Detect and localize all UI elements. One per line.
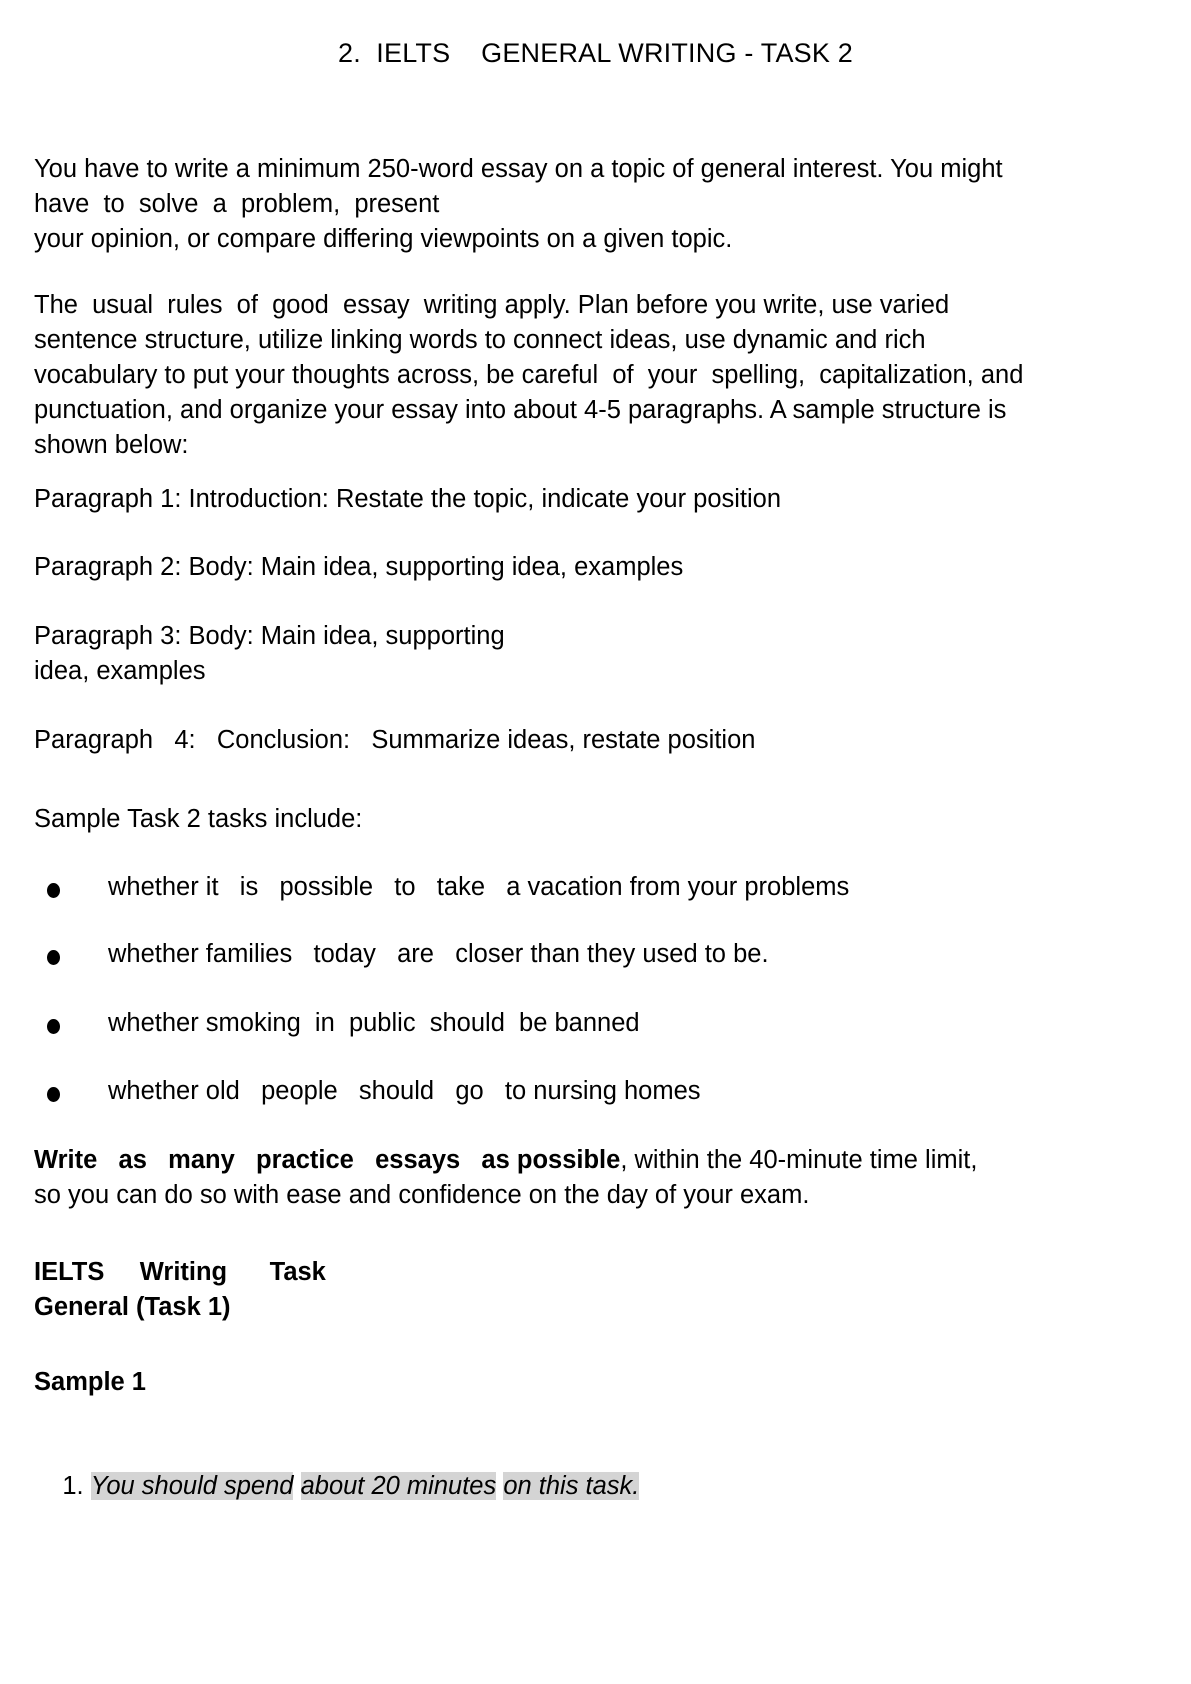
sample-tasks-heading xyxy=(34,802,1079,837)
bullet-icon xyxy=(47,883,60,898)
structure-paragraph-2 xyxy=(34,550,1079,585)
structure-paragraph-1 xyxy=(34,482,1079,517)
section-heading-line-2: General (Task 1) xyxy=(34,1293,231,1321)
rules-line-1: The usual rules of good essay writing apply. Plan before you write, use varied xyxy=(34,291,950,319)
structure-line-3a: Paragraph 3: Body: Main idea, supporting xyxy=(34,622,505,650)
task-item-segment-1: You should spend xyxy=(90,1472,294,1500)
rules-line-2: sentence structure, utilize linking words to connect ideas, use dynamic and rich xyxy=(34,326,926,354)
structure-line-3b: idea, examples xyxy=(34,657,206,685)
section-heading-line-1: IELTS Writing Task xyxy=(34,1258,326,1286)
list-item xyxy=(34,1074,1134,1108)
bullet-icon xyxy=(47,1019,60,1034)
rules-line-5: shown below: xyxy=(34,431,189,459)
rules-line-3: vocabulary to put your thoughts across, be careful of your spelling, capitalization, and xyxy=(34,361,1024,389)
structure-paragraph-3 xyxy=(34,619,1079,689)
list-item xyxy=(34,870,1134,904)
structure-line-4: Paragraph 4: Conclusion: Summarize ideas, restate position xyxy=(34,726,756,754)
list-item-label: whether it is possible to take a vacation from your problems xyxy=(108,873,850,901)
intro-line-2: have to solve a problem, present xyxy=(34,190,440,218)
section-heading xyxy=(34,1255,1079,1325)
sample-label xyxy=(34,1365,1079,1400)
task-item-number: 1. xyxy=(62,1472,84,1500)
task-item-segment-3: on this task. xyxy=(503,1472,640,1500)
list-item-label: whether smoking in public should be banned xyxy=(108,1009,640,1037)
bullet-icon xyxy=(47,1087,60,1102)
sample-label-text: Sample 1 xyxy=(34,1368,146,1396)
bullet-icon xyxy=(47,950,60,965)
structure-line-2: Paragraph 2: Body: Main idea, supporting idea, examples xyxy=(34,553,684,581)
list-item xyxy=(34,1006,1134,1040)
list-item-label: whether old people should go to nursing homes xyxy=(108,1077,701,1105)
page-title: 2. IELTS GENERAL WRITING - TASK 2 xyxy=(337,38,853,68)
advice-line-1 xyxy=(34,1143,1079,1178)
sample-tasks-heading-text: Sample Task 2 tasks include: xyxy=(34,805,363,833)
advice-paragraph xyxy=(34,1143,1079,1213)
list-item-label: whether families today are closer than they used to be. xyxy=(108,940,769,968)
advice-bold-text: Write as many practice essays as possible xyxy=(34,1146,621,1174)
structure-paragraph-4 xyxy=(34,723,1079,758)
rules-line-4: punctuation, and organize your essay into about 4-5 paragraphs. A sample structure is xyxy=(34,396,1007,424)
task-instruction-item xyxy=(34,1435,639,1537)
task-item-segment-2: about 20 minutes xyxy=(300,1472,497,1500)
intro-paragraph xyxy=(34,152,1079,257)
advice-line-2: so you can do so with ease and confidence on the day of your exam. xyxy=(34,1181,810,1209)
rules-paragraph xyxy=(34,288,1079,463)
structure-line-1: Paragraph 1: Introduction: Restate the topic, indicate your position xyxy=(34,485,782,513)
intro-line-3: your opinion, or compare differing viewpoints on a given topic. xyxy=(34,225,733,253)
advice-rest-text: , within the 40-minute time limit, xyxy=(620,1146,978,1174)
list-item xyxy=(34,937,1134,971)
intro-line-1: You have to write a minimum 250-word essay on a topic of general interest. You might xyxy=(34,155,1003,183)
